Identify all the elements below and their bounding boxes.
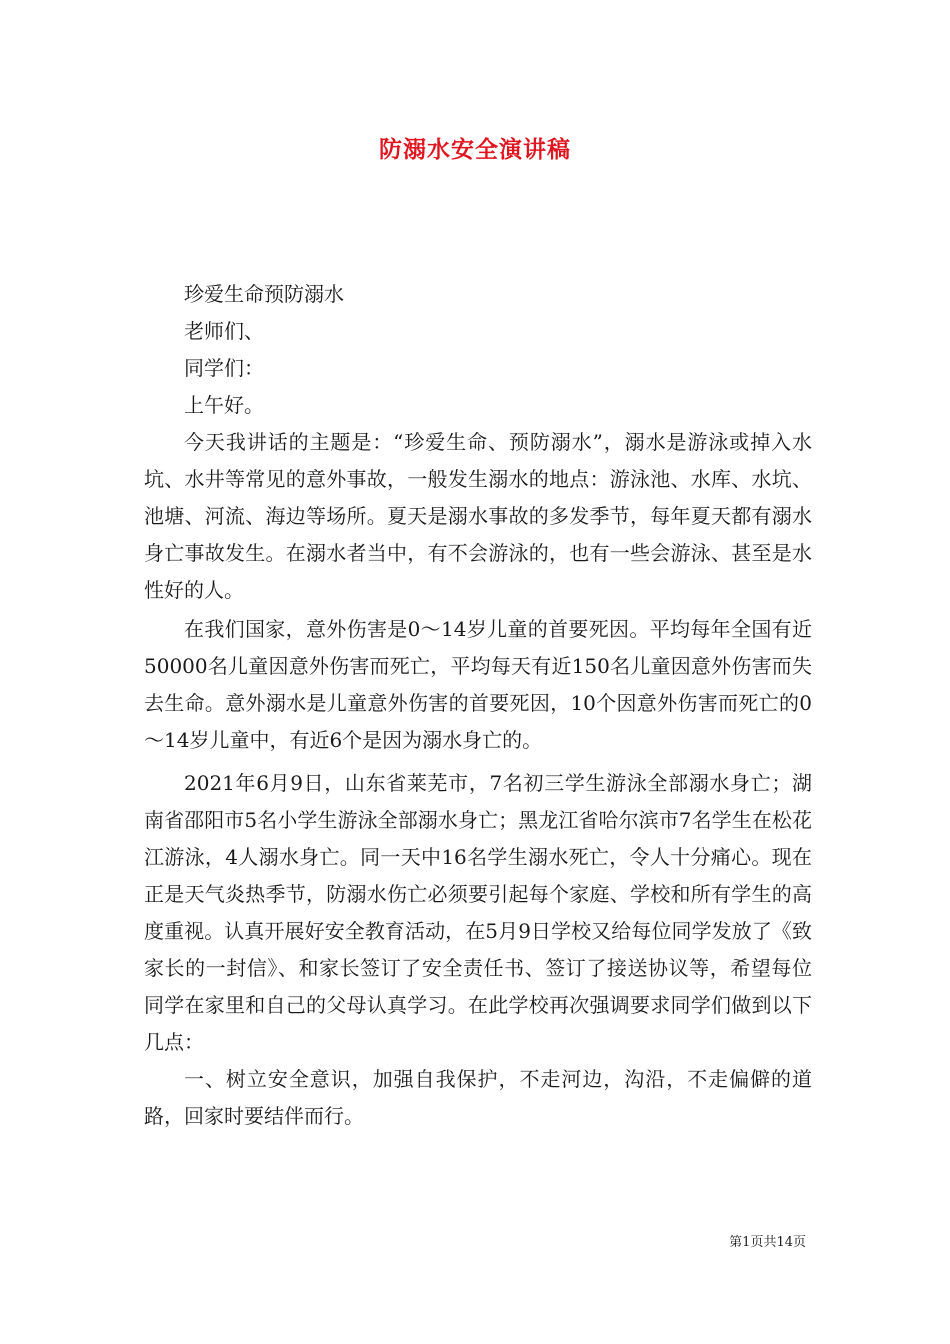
- greeting-students: 同学们：: [184, 356, 264, 380]
- document-body: [144, 276, 812, 1135]
- paragraph-3: 2021年6月9日，山东省莱芜市，7名初三学生游泳全部溺水身亡；湖南省邵阳市5名小学生游泳全部溺水身亡；黑龙江省哈尔滨市7名学生在松花江游泳，4人溺水身亡。同一天中16名学生溺水死亡，令人十分痛心。现在正是天气炎热季节，防溺水伤亡必须要引起每个家庭、学校和所有学生的高度重视。认真开展好安全教育活动，在5月9日学校又给每位同学发放了《致家长的一封信》、和家长签订了安全责任书、签订了接送协议等，希望每位同学在家里和自己的父母认真学习。在此学校再次强调要求同学们做到以下几点：: [144, 771, 812, 1054]
- greeting-teachers: 老师们、: [184, 319, 264, 343]
- paragraph-2: 在我们国家，意外伤害是0～14岁儿童的首要死因。平均每年全国有近50000名儿童因意外伤害而死亡，平均每天有近150名儿童因意外伤害而失去生命。意外溺水是儿童意外伤害的首要死因，10个因意外伤害而死亡的0～14岁儿童中，有近6个是因为溺水身亡的。: [144, 617, 812, 752]
- paragraph-4: 一、树立安全意识，加强自我保护，不走河边，沟沿，不走偏僻的道路，回家时要结伴而行。: [144, 1067, 812, 1128]
- page-number-footer: 第1页共14页: [729, 1235, 806, 1250]
- document-title: 防溺水安全演讲稿: [379, 136, 571, 163]
- greeting-morning: 上午好。: [184, 393, 264, 417]
- paragraph-1: 今天我讲话的主题是：“珍爱生命、预防溺水”，溺水是游泳或掉入水坑、水井等常见的意外事故，一般发生溺水的地点：游泳池、水库、水坑、池塘、河流、海边等场所。夏天是溺水事故的多发季节，每年夏天都有溺水身亡事故发生。在溺水者当中，有不会游泳的，也有一些会游泳、甚至是水性好的人。: [144, 430, 812, 602]
- subtitle-line: 珍爱生命预防溺水: [184, 282, 344, 306]
